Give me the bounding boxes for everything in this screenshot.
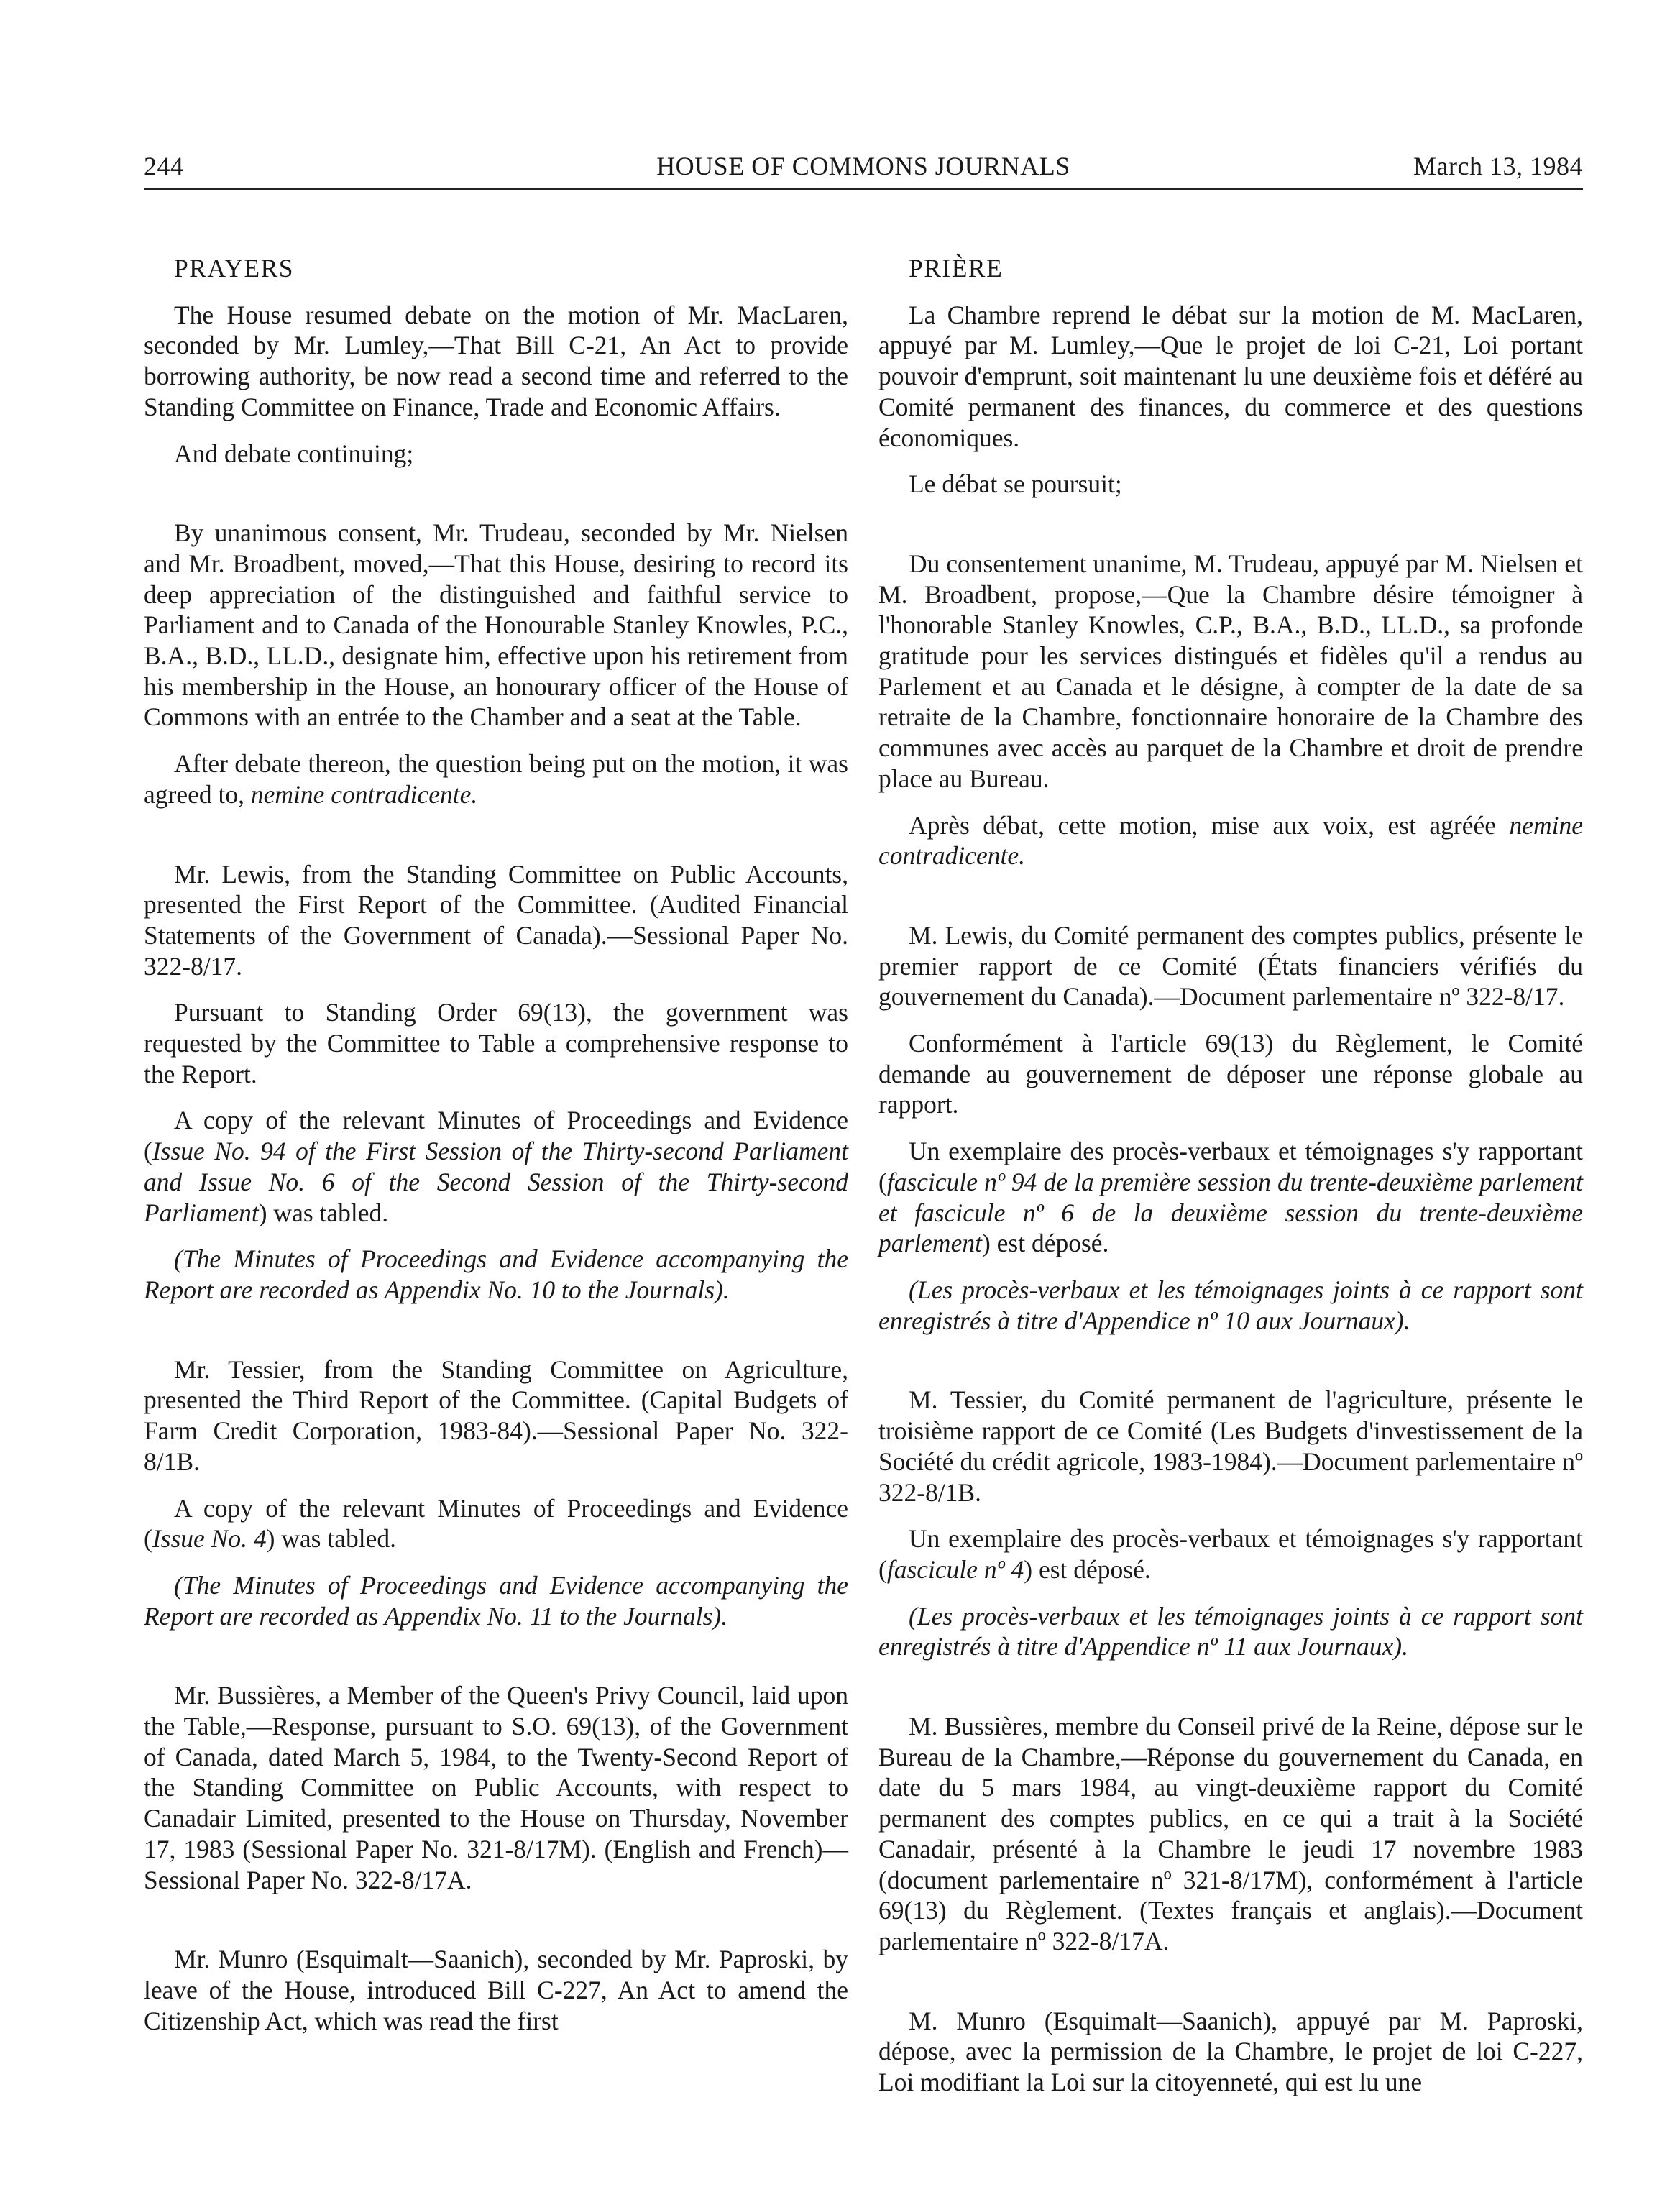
paragraph: (Les procès-verbaux et les témoignages joints à ce rapport sont enregistrés à titre d'Appendice nº 10 aux Journaux).: [878, 1275, 1583, 1335]
entry-bussieres-response: [878, 1711, 1583, 1957]
entry-bussieres-response: [144, 1680, 848, 1895]
paragraph: (The Minutes of Proceedings and Evidence accompanying the Report are recorded as Appendix No. 11 to the Journals).: [144, 1570, 848, 1631]
paragraph: The House resumed debate on the motion of Mr. MacLaren, seconded by Mr. Lumley,—That Bill C-21, An Act to provide borrowing authority, be now read a second time and referred to the Standing Committee on Finance, Trade and Economic Affairs.: [144, 300, 848, 421]
entry-lewis-report: [878, 920, 1583, 1336]
entry-tessier-report: [878, 1385, 1583, 1662]
paragraph: M. Lewis, du Comité permanent des comptes publics, présente le premier rapport de ce Comité (États financiers vérifiés du gouvernement du Canada).—Document parlementaire nº 322-8/17.: [878, 920, 1583, 1012]
paragraph: Conformément à l'article 69(13) du Règlement, le Comité demande au gouvernement de déposer une réponse globale au rapport.: [878, 1029, 1583, 1119]
paragraph: M. Munro (Esquimalt—Saanich), appuyé par M. Paproski, dépose, avec la permission de la Chambre, le projet de loi C-227, Loi modifiant la Loi sur la citoyenneté, qui est lu une: [878, 2006, 1583, 2097]
section-heading: PRAYERS: [174, 254, 295, 283]
paragraph: La Chambre reprend le débat sur la motion de M. MacLaren, appuyé par M. Lumley,—Que le projet de loi C-21, Loi portant pouvoir d'emprunt, soit maintenant lu une deuxième fois et déféré au Comité permanent des finances, du commerce et des questions économiques.: [878, 300, 1583, 452]
header-date: March 13, 1984: [1413, 152, 1583, 180]
paragraph: By unanimous consent, Mr. Trudeau, seconded by Mr. Nielsen and Mr. Broadbent, moved,—That this House, desiring to record its deep appreciation of the distinguished and faithful service to Parliament and to Canada of the Honourable Stanley Knowles, P.C., B.A., B.D., LL.D., designate him, effective upon his retirement from his membership in the House, an honourary officer of the House of Commons with an entrée to the Chamber and a seat at the Table.: [144, 518, 848, 732]
bilingual-columns: [144, 253, 1583, 2147]
paragraph: Mr. Lewis, from the Standing Committee on Public Accounts, presented the First Report of the Committee. (Audited Financial Statements of the Government of Canada).—Sessional Paper No. 322-8/17.: [144, 859, 848, 981]
section-heading: PRIÈRE: [909, 254, 1004, 283]
entry-knowles-motion: [878, 549, 1583, 871]
paragraph: Du consentement unanime, M. Trudeau, appuyé par M. Nielsen et M. Broadbent, propose,—Que la Chambre désire témoigner à l'honorable Stanley Knowles, C.P., B.A., B.D., LL.D., sa profonde gratitude pour les services distingués et fidèles qu'il a rendus au Parlement et au Canada et le désigne, à compter de la date de sa retraite de la Chambre, fonctionnaire honoraire de la Chambre des communes avec accès au parquet de la Chambre et droit de prendre place au Bureau.: [878, 549, 1583, 793]
paragraph: After debate thereon, the question being put on the motion, it was agreed to, nemine contradicente.: [144, 749, 848, 809]
paragraph: Un exemplaire des procès-verbaux et témoignages s'y rapportant (fascicule nº 4) est déposé.: [878, 1524, 1583, 1584]
paragraph: (The Minutes of Proceedings and Evidence accompanying the Report are recorded as Appendix No. 10 to the Journals).: [144, 1244, 848, 1304]
paragraph: Après débat, cette motion, mise aux voix, est agréée nemine contradicente.: [878, 810, 1583, 871]
entry-munro-bill: [144, 1944, 848, 2036]
entry-borrowing-bill: [878, 300, 1583, 500]
paragraph: Mr. Tessier, from the Standing Committee on Agriculture, presented the Third Report of the Committee. (Capital Budgets of Farm Credit Corporation, 1983-84).—Sessional Paper No. 322-8/1B.: [144, 1354, 848, 1476]
entry-borrowing-bill: [144, 300, 848, 469]
english-column: [144, 253, 848, 2147]
paragraph: M. Bussières, membre du Conseil privé de la Reine, dépose sur le Bureau de la Chambre,—Réponse du gouvernement du Canada, en date du 5 mars 1984, au vingt-deuxième rapport du Comité permanent des comptes publics, en ce qui a trait à la Société Canadair, présenté à la Chambre le jeudi 17 novembre 1983 (document parlementaire nº 321-8/17M), conformément à l'article 69(13) du Règlement. (Textes français et anglais).—Document parlementaire nº 322-8/17A.: [878, 1712, 1583, 1955]
french-column: [878, 253, 1583, 2147]
journal-title: HOUSE OF COMMONS JOURNALS: [656, 152, 1070, 180]
paragraph: Mr. Bussières, a Member of the Queen's Privy Council, laid upon the Table,—Response, pursuant to S.O. 69(13), of the Government of Canada, dated March 5, 1984, to the Twenty-Second Report of the Standing Committee on Public Accounts, with respect to Canadair Limited, presented to the House on Thursday, November 17, 1983 (Sessional Paper No. 321-8/17M). (English and French)—Sessional Paper No. 322-8/17A.: [144, 1681, 848, 1894]
entry-munro-bill: [878, 2006, 1583, 2098]
paragraph: And debate continuing;: [174, 439, 414, 468]
paragraph: Mr. Munro (Esquimalt—Saanich), seconded by Mr. Paproski, by leave of the House, introduced Bill C-227, An Act to amend the Citizenship Act, which was read the first: [144, 1945, 848, 2035]
paragraph: M. Tessier, du Comité permanent de l'agriculture, présente le troisième rapport de ce Comité (Les Budgets d'investissement de la Société du crédit agricole, 1983-1984).—Document parlementaire nº 322-8/1B.: [878, 1385, 1583, 1507]
paragraph: Un exemplaire des procès-verbaux et témoignages s'y rapportant (fascicule nº 94 de la première session du trente-deuxième parlement et fascicule nº 6 de la deuxième session du trente-deuxième parlement) est déposé.: [878, 1137, 1583, 1258]
page-number: 244: [144, 152, 184, 180]
paragraph: A copy of the relevant Minutes of Proceedings and Evidence (Issue No. 94 of the First Session of the Thirty-second Parliament and Issue No. 6 of the Second Session of the Thirty-second Parliament) was tabled.: [144, 1106, 848, 1227]
running-header: [144, 151, 1583, 190]
entry-lewis-report: [144, 859, 848, 1306]
paragraph: Le débat se poursuit;: [909, 469, 1122, 499]
entry-tessier-report: [144, 1354, 848, 1632]
paragraph: Pursuant to Standing Order 69(13), the government was requested by the Committee to Table a comprehensive response to the Report.: [144, 998, 848, 1088]
entry-knowles-motion: [144, 518, 848, 810]
paragraph: A copy of the relevant Minutes of Proceedings and Evidence (Issue No. 4) was tabled.: [144, 1493, 848, 1554]
paragraph: (Les procès-verbaux et les témoignages joints à ce rapport sont enregistrés à titre d'Appendice nº 11 aux Journaux).: [878, 1601, 1583, 1661]
